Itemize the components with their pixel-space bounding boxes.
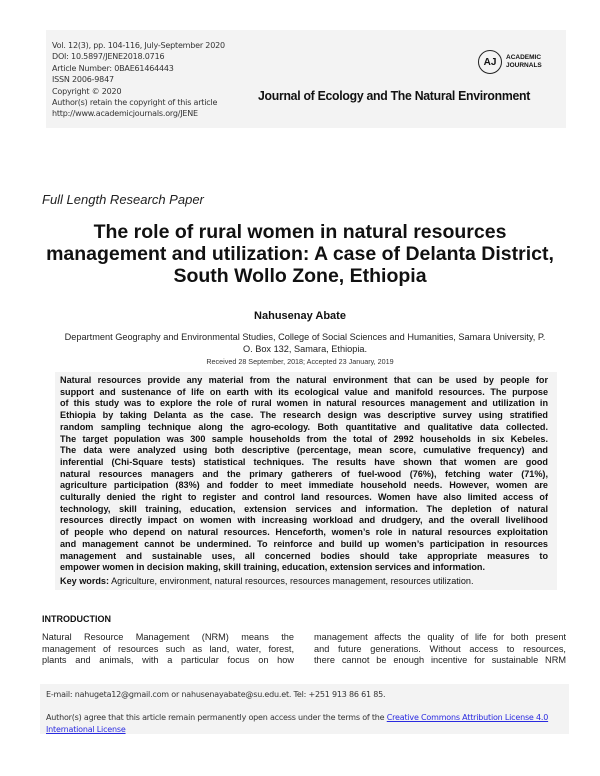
license-notice — [46, 712, 564, 735]
license-link[interactable]: Creative Commons Attribution License 4.0 International License — [46, 713, 549, 734]
logo-mark: AJ — [478, 50, 502, 74]
license-text: Author(s) agree that this article remain permanently open access under the terms of the — [46, 713, 385, 722]
abstract-line: empower women in decision making, skill training, education, extension services and information. — [60, 562, 485, 573]
journal-title: Journal of Ecology and The Natural Environment — [258, 88, 531, 103]
abstract-line: inferential (Chi-Square tests) statistical techniques. The results have shown that women are good — [60, 456, 548, 467]
title-line: The role of rural women in natural resources — [93, 221, 507, 243]
meta-copyright: Copyright © 2020 — [52, 86, 122, 96]
meta-article-number: Article Number: 0BAE61464443 — [52, 63, 174, 73]
abstract-line: natural resources managers and the primary gatherers of fuel-wood (76%), fetching water (71%), — [60, 468, 548, 479]
keywords-label: Key words: — [60, 576, 110, 586]
text-line: and future generations. Without access to resources, — [314, 643, 566, 654]
meta-rights: Author(s) retain the copyright of this article — [52, 98, 218, 108]
abstract-line: Natural resources provide any material from the natural environment that can be used by people for — [60, 375, 548, 385]
abstract-line: culturally denied the right to register and control land resources. Women have also limited access of — [60, 492, 548, 503]
text-line: management affects the quality of life for both present — [314, 632, 566, 642]
academic-journals-logo — [478, 50, 542, 74]
keywords-text: Agriculture, environment, natural resources, resources management, resources utilization. — [111, 576, 474, 586]
introduction-right-column — [314, 632, 566, 667]
abstract-line: agriculture participation (83%) and fodder to meet immediate household needs. However, women are — [60, 480, 548, 491]
text-line: management of resources such as land, water, forest, — [42, 643, 294, 654]
affiliation — [40, 332, 570, 355]
logo-line2: JOURNALS — [506, 62, 542, 69]
meta-issn: ISSN 2006-9847 — [52, 75, 114, 85]
abstract-line: of this study was to explore the role of rural women in natural resources management and utilization in — [60, 398, 548, 409]
meta-doi: DOI: 10.5897/JENE2018.0716 — [52, 52, 165, 62]
keywords — [60, 576, 473, 586]
introduction-heading: INTRODUCTION — [42, 614, 111, 624]
abstract-line: and management cannot be undermined. To reinforce and build up women’s participation in resources — [60, 538, 548, 549]
abstract-line: random sampling technique along the agro-ecology. Both quantitative and qualitative data collected. — [60, 421, 548, 432]
abstract-line: support and sustenance of life on earth with its ecological value and manifold resources. The purpose — [60, 386, 548, 397]
title-line: management and utilization: A case of Delanta District, — [46, 243, 554, 265]
meta-volume: Vol. 12(3), pp. 104-116, July-September 2020 — [52, 41, 225, 50]
abstract-line: Ethiopia by taking Delanta as the case. The research design was descriptive survey using stratified — [60, 410, 548, 421]
abstract-line: technology, skill training, education, extension services and information. The depletion of natural — [60, 503, 548, 514]
affiliation-line: O. Box 132, Samara, Ethiopia. — [242, 343, 368, 354]
abstract — [60, 375, 548, 574]
introduction-left-column — [42, 632, 294, 667]
paper-title — [20, 221, 580, 287]
corresponding-email: E-mail: nahugeta12@gmail.com or nahusenayabate@su.edu.et. Tel: +251 913 86 61 85. — [46, 690, 386, 699]
abstract-line: resources directly impact on women with increasing workload and drudgery, and the overall livelihood — [60, 515, 548, 526]
article-metadata — [52, 40, 225, 120]
text-line: plants and animals, with a particular focus on how — [42, 655, 294, 666]
abstract-line: The data were analyzed using both descriptive (percentage, mean score, cumulative frequency) and — [60, 445, 548, 456]
title-line: South Wollo Zone, Ethiopia — [173, 265, 427, 287]
affiliation-line: Department Geography and Environmental Studies, College of Social Sciences and Humanities, Samara University, P. — [64, 332, 546, 342]
received-accepted-dates: Received 28 September, 2018; Accepted 23 January, 2019 — [206, 357, 394, 366]
paper-type: Full Length Research Paper — [42, 192, 204, 207]
abstract-line: of people who depend on natural resources. Henceforth, women’s role in natural resources exploitation — [60, 527, 548, 538]
abstract-line: The target population was 300 sample households from the total of 2992 households in six Kebeles. — [60, 433, 548, 444]
abstract-line: management and sustainable uses, all concerned bodies should take appropriate measures to — [60, 550, 548, 561]
logo-line1: ACADEMIC — [506, 54, 542, 61]
text-line: Natural Resource Management (NRM) means the — [42, 632, 294, 642]
author-name: Nahusenay Abate — [254, 310, 346, 322]
text-line: there cannot be enough incentive for sustainable NRM — [314, 655, 566, 666]
meta-url[interactable]: http://www.academicjournals.org/JENE — [52, 109, 198, 119]
